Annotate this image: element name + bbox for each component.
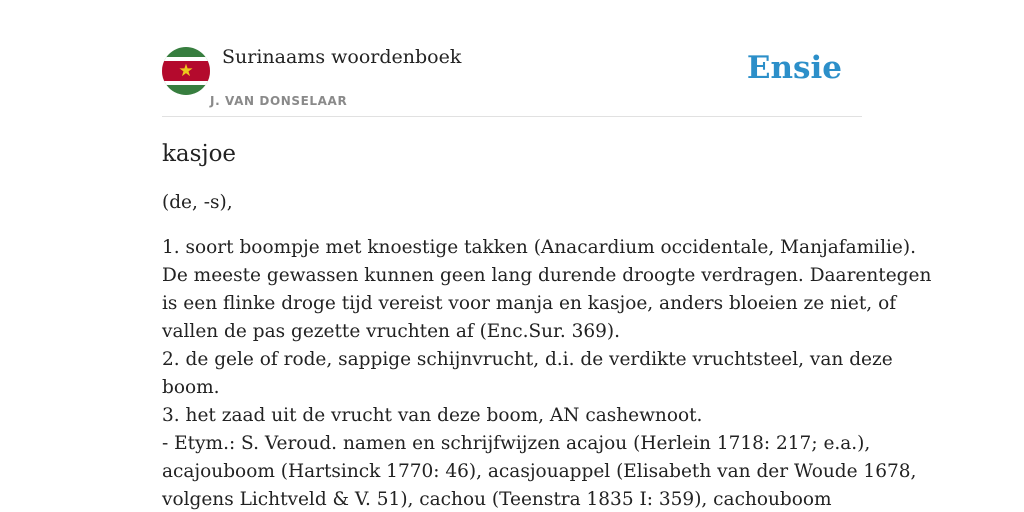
entry-headword: kasjoe bbox=[162, 141, 237, 167]
definition-line: 1. soort boompje met knoestige takken (Anacardium occidentale, Manjafamilie). bbox=[162, 237, 916, 258]
definition-line: is een flinke droge tijd vereist voor manja en kasjoe, anders bloeien ze niet, of bbox=[162, 293, 897, 314]
entry-grammar: (de, -s), bbox=[162, 192, 233, 213]
ensie-logo-link[interactable]: Ensie bbox=[746, 50, 842, 86]
dictionary-title-link[interactable]: Surinaams woordenboek bbox=[222, 46, 462, 68]
definition-line: 2. de gele of rode, sappige schijnvrucht, d.i. de verdikte vruchtsteel, van deze bbox=[162, 349, 893, 370]
site-header bbox=[162, 44, 862, 117]
definition-line: boom. bbox=[162, 377, 220, 398]
definition-line: 3. het zaad uit de vrucht van deze boom, AN cashewnoot. bbox=[162, 405, 703, 426]
dictionary-author: J. VAN DONSELAAR bbox=[210, 94, 348, 108]
dictionary-entry bbox=[162, 137, 932, 512]
star-icon: ★ bbox=[178, 61, 194, 81]
definition-line: acajouboom (Hartsinck 1770: 46), acasjouappel (Elisabeth van der Woude 1678, bbox=[162, 461, 917, 482]
definition-line: De meeste gewassen kunnen geen lang durende droogte verdragen. Daarentegen bbox=[162, 265, 932, 286]
definition-line: volgens Lichtveld & V. 51), cachou (Teenstra 1835 I: 359), cachouboom bbox=[162, 489, 832, 510]
definition-line: vallen de pas gezette vruchten af (Enc.Sur. 369). bbox=[162, 321, 621, 342]
suriname-flag-icon[interactable] bbox=[162, 47, 210, 95]
entry-definition bbox=[162, 234, 932, 512]
definition-line: - Etym.: S. Veroud. namen en schrijfwijzen acajou (Herlein 1718: 217; e.a.), bbox=[162, 433, 871, 454]
